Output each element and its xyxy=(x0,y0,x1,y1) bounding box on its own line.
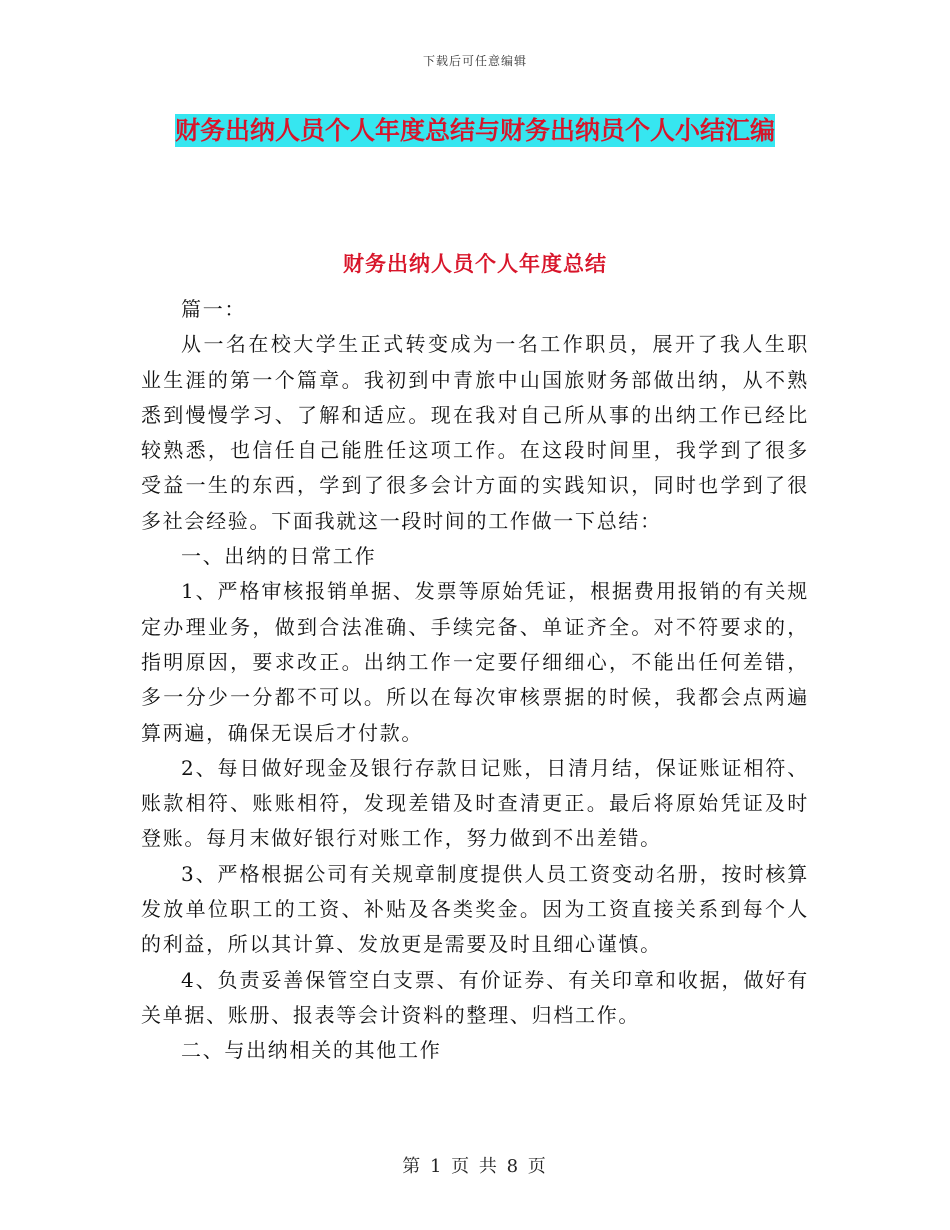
page-footer-number: 第 1 页 共 8 页 xyxy=(402,1156,548,1177)
paragraph-heading-daily-work: 一、出纳的日常工作 xyxy=(181,544,377,569)
paragraph-item-2: 2、每日做好现金及银行存款日记账，日清月结，保证账证相符、账款相符、账账相符，发现差错及时查清更正。最后将原始凭证及时登账。每月末做好银行对账工作，努力做到不出差错。 xyxy=(141,755,809,851)
section-title: 财务出纳人员个人年度总结 xyxy=(343,252,607,276)
paragraph-intro: 从一名在校大学生正式转变成为一名工作职员，展开了我人生职业生涯的第一个篇章。我初到中青旅中山国旅财务部做出纳，从不熟悉到慢慢学习、了解和适应。现在我对自己所从事的出纳工作已经比较熟悉，也信任自己能胜任这项工作。在这段时间里，我学到了很多受益一生的东西，学到了很多会计方面的实践知识，同时也学到了很多社会经验。下面我就这一段时间的工作做一下总结： xyxy=(141,332,809,533)
paragraph-part-label: 篇一： xyxy=(181,297,247,321)
page-header-note: 下载后可任意编辑 xyxy=(422,54,527,68)
paragraph-item-4: 4、负责妥善保管空白支票、有价证券、有关印章和收据，做好有关单据、账册、报表等会计资料的整理、归档工作。 xyxy=(141,967,809,1027)
document-title xyxy=(150,110,800,152)
paragraph-heading-other-work: 二、与出纳相关的其他工作 xyxy=(181,1038,442,1063)
document-body xyxy=(141,292,809,1069)
paragraph-item-1: 1、严格审核报销单据、发票等原始凭证，根据费用报销的有关规定办理业务，做到合法准确、手续完备、单证齐全。对不符要求的，指明原因，要求改正。出纳工作一定要仔细细心，不能出任何差错，多一分少一分都不可以。所以在每次审核票据的时候，我都会点两遍算两遍，确保无误后才付款。 xyxy=(141,579,809,745)
paragraph-item-3: 3、严格根据公司有关规章制度提供人员工资变动名册，按时核算发放单位职工的工资、补贴及各类奖金。因为工资直接关系到每个人的利益，所以其计算、发放更是需要及时且细心谨慎。 xyxy=(141,861,809,957)
document-title-text: 财务出纳人员个人年度总结与财务出纳员个人小结汇编 xyxy=(174,116,775,145)
